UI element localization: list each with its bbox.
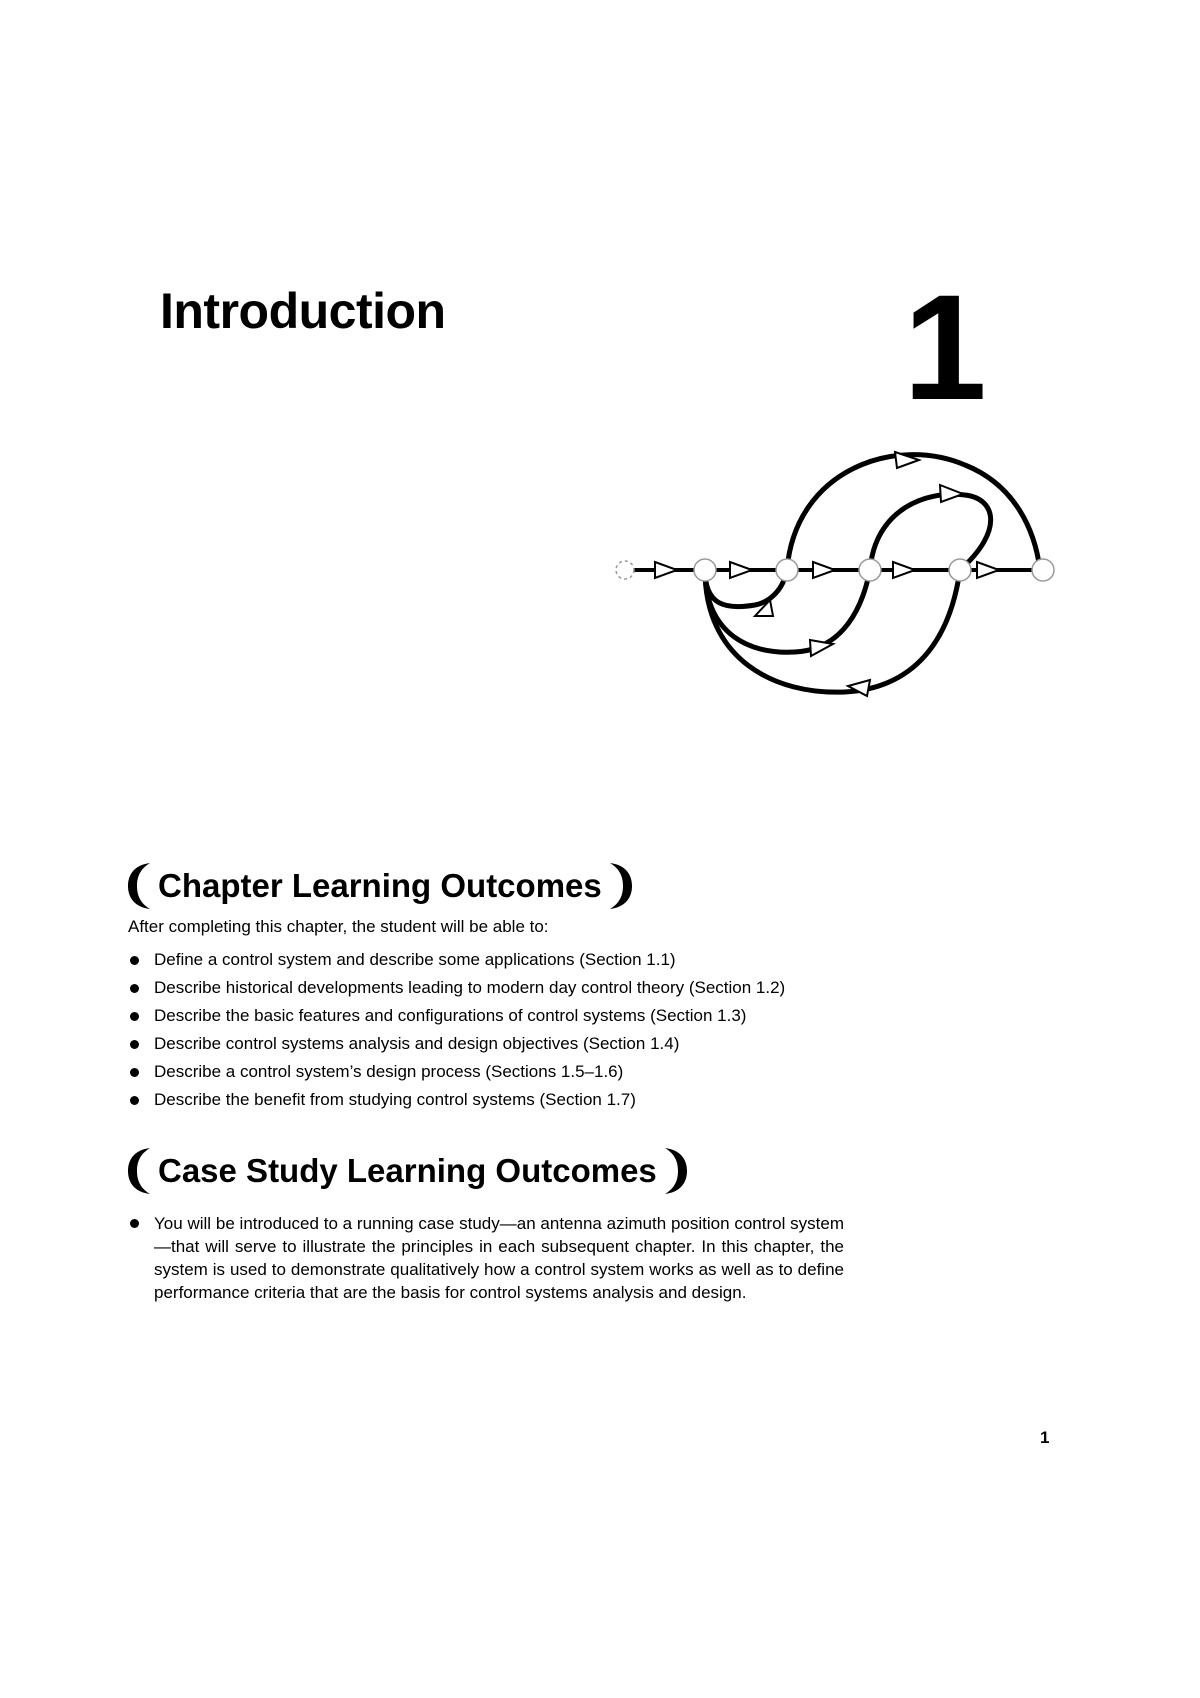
bullet-icon bbox=[130, 984, 139, 993]
list-item bbox=[128, 1030, 828, 1058]
flowgraph-arrow bbox=[893, 562, 915, 578]
flowgraph-node bbox=[694, 559, 716, 581]
case-study-heading-text: Case Study Learning Outcomes bbox=[158, 1152, 657, 1189]
page-number: 1 bbox=[1040, 1428, 1050, 1447]
list-item-text: Describe historical developments leading to modern day control theory (Section 1.2) bbox=[154, 978, 786, 997]
chapter-number: 1 bbox=[903, 263, 987, 431]
flowgraph-arrow bbox=[940, 485, 963, 502]
flowgraph-inner-loop-top bbox=[870, 494, 991, 570]
list-item bbox=[128, 1002, 828, 1030]
bullet-icon bbox=[130, 1219, 139, 1228]
flowgraph-arrow bbox=[810, 640, 833, 656]
learning-outcomes-heading-text: Chapter Learning Outcomes bbox=[158, 867, 602, 904]
list-item bbox=[128, 1058, 828, 1086]
list-item bbox=[128, 974, 828, 1002]
heading-bracket-left-icon bbox=[126, 861, 152, 911]
flowgraph-node bbox=[1032, 559, 1054, 581]
flowgraph-node bbox=[859, 559, 881, 581]
heading-bracket-right-icon bbox=[608, 861, 634, 911]
heading-bracket-left-icon bbox=[126, 1146, 152, 1196]
list-item-text: Describe the basic features and configurations of control systems (Section 1.3) bbox=[154, 1006, 747, 1025]
bullet-icon bbox=[130, 1040, 139, 1049]
bullet-icon bbox=[130, 1012, 139, 1021]
flowgraph-middle-loop-bottom bbox=[705, 570, 870, 652]
bullet-icon bbox=[130, 956, 139, 965]
case-study-item-text: You will be introduced to a running case study—an antenna azimuth position control system—that will serve to illustrate the principles in each subsequent chapter. In this chapter, the system is used to demonstrate qualitatively how a control system works as well as to define performance criteria that are the basis for control systems analysis and design. bbox=[154, 1214, 844, 1302]
flowgraph-arrow bbox=[730, 562, 752, 578]
signal-flow-graph-illustration bbox=[605, 430, 1060, 715]
list-item-text: Describe a control system’s design process (Sections 1.5–1.6) bbox=[154, 1062, 624, 1081]
list-item-text: Describe the benefit from studying control systems (Section 1.7) bbox=[154, 1090, 636, 1109]
flowgraph-outer-loop-top bbox=[787, 455, 1040, 570]
list-item bbox=[128, 946, 828, 974]
chapter-title: Introduction bbox=[160, 283, 446, 339]
bullet-icon bbox=[130, 1096, 139, 1105]
case-study-heading bbox=[126, 1143, 689, 1199]
learning-outcomes-intro: After completing this chapter, the student will be able to: bbox=[128, 917, 549, 936]
flowgraph-inner-loop-bottom bbox=[705, 570, 787, 607]
flowgraph-outer-loop-bottom bbox=[705, 570, 960, 692]
list-item-text: Describe control systems analysis and design objectives (Section 1.4) bbox=[154, 1034, 680, 1053]
flowgraph-arrow bbox=[813, 562, 835, 578]
heading-bracket-right-icon bbox=[663, 1146, 689, 1196]
case-study-item bbox=[128, 1212, 844, 1304]
learning-outcomes-heading bbox=[126, 858, 634, 914]
flowgraph-arrow bbox=[977, 562, 999, 578]
flowgraph-arrow bbox=[655, 562, 677, 578]
flowgraph-node bbox=[949, 559, 971, 581]
list-item-text: Define a control system and describe some applications (Section 1.1) bbox=[154, 950, 676, 969]
bullet-icon bbox=[130, 1068, 139, 1077]
list-item bbox=[128, 1086, 828, 1114]
flowgraph-node bbox=[616, 561, 634, 579]
learning-outcomes-list bbox=[128, 946, 828, 1114]
flowgraph-node bbox=[776, 559, 798, 581]
